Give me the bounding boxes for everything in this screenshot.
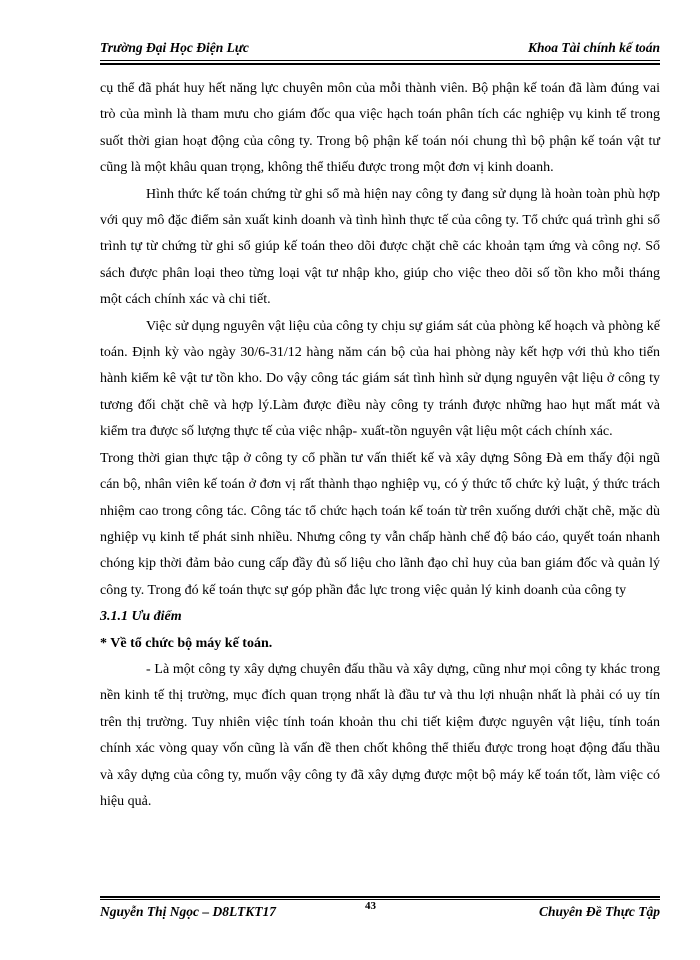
paragraph-5: - Là một công ty xây dựng chuyên đấu thầu và xây dựng, cũng như mọi công ty khác trong nền kinh tế thị trường, mục đích quan trọng nhất là đầu tư và thu lợi nhuận nhất là phải có uy tín trên thị trường. Tuy nhiên việc tính toán khoản thu chi tiết kiệm được nguyên vật liệu, tính toán chính xác vòng quay vốn cũng là vấn đề then chốt không thể thiếu được trong hoạt động đấu thầu và xây dựng của công ty, muốn vậy công ty đã xây dựng được một bộ máy kế toán tốt, làm việc có hiệu quả.: [100, 661, 660, 809]
footer-author: Nguyễn Thị Ngọc – D8LTKT17: [100, 904, 276, 919]
header-rule-thin: [100, 60, 660, 61]
footer-rule-thick: [100, 896, 660, 898]
page-header: [100, 38, 660, 60]
section-heading: 3.1.1 Ưu điểm: [100, 609, 182, 625]
document-body: [100, 76, 660, 815]
header-faculty: Khoa Tài chính kế toán: [527, 40, 660, 55]
header-university: Trường Đại Học Điện Lực: [100, 40, 249, 55]
page-number: 43: [365, 900, 376, 912]
paragraph-4: Trong thời gian thực tập ở công ty cổ phần tư vấn thiết kế và xây dựng Sông Đà em thấy đội ngũ cán bộ, nhân viên kế toán ở đơn vị rất thành thạo nghiệp vụ, có ý thức tổ chức kỷ luật, ý thức trách nhiệm cao trong công tác. Công tác tổ chức hạch toán kế toán từ trên xuống dưới chặt chẽ, mặc dù nghiệp vụ kinh tế phát sinh nhiều. Nhưng công ty vẫn chấp hành chế độ báo cáo, quyết toán nhanh chóng kịp thời đảm bảo cung cấp đầy đủ số liệu cho lãnh đạo chỉ huy của ban giám đốc và quản lý công ty. Trong đó kế toán thực sự góp phần đắc lực trong việc quản lý kinh doanh của công ty: [100, 450, 660, 598]
subsection-heading: * Về tổ chức bộ máy kế toán.: [100, 635, 273, 651]
header-rule-thick: [100, 63, 660, 65]
paragraph-2: Hình thức kế toán chứng từ ghi sổ mà hiện nay công ty đang sử dụng là hoàn toàn phù hợp với quy mô đặc điểm sản xuất kinh doanh và tình hình thực tế của công ty. Tổ chức quá trình ghi sổ trình tự từ chứng từ ghi sổ giúp kế toán theo dõi được chặt chẽ các khoản tạm ứng và công nợ. Sổ sách được phân loại theo từng loại vật tư nhập kho, giúp cho việc theo dõi số tồn kho mỗi tháng một cách chính xác và chi tiết.: [100, 186, 660, 308]
paragraph-1: cụ thể đã phát huy hết năng lực chuyên môn của mỗi thành viên. Bộ phận kế toán đã làm đúng vai trò của mình là tham mưu cho giám đốc qua việc hạch toán phân tích các nghiệp vụ kinh tế trong suốt thời gian hoạt động của công ty. Trong bộ phận kế toán nói chung thì bộ phận kế toán vật tư cũng là một khâu quan trọng, không thể thiếu được trong một đơn vị kinh doanh.: [100, 81, 660, 176]
paragraph-3: Việc sử dụng nguyên vật liệu của công ty chịu sự giám sát của phòng kế hoạch và phòng kế toán. Định kỳ vào ngày 30/6-31/12 hàng năm cán bộ của hai phòng này kết hợp với thủ kho tiến hành kiểm kê vật tư tồn kho. Do vậy công tác giám sát tình hình sử dụng nguyên vật liệu ở công ty tương đối chặt chẽ và hợp lý.Làm được điều này công ty tránh được những hao hụt mất mát và kiểm tra được số lượng thực tế của việc nhập- xuất-tồn nguyên vật liệu một cách chính xác.: [100, 318, 660, 440]
page-footer: [100, 900, 660, 926]
footer-rule-thin: [100, 899, 660, 900]
footer-doc-type: Chuyên Đề Thực Tập: [539, 904, 660, 919]
